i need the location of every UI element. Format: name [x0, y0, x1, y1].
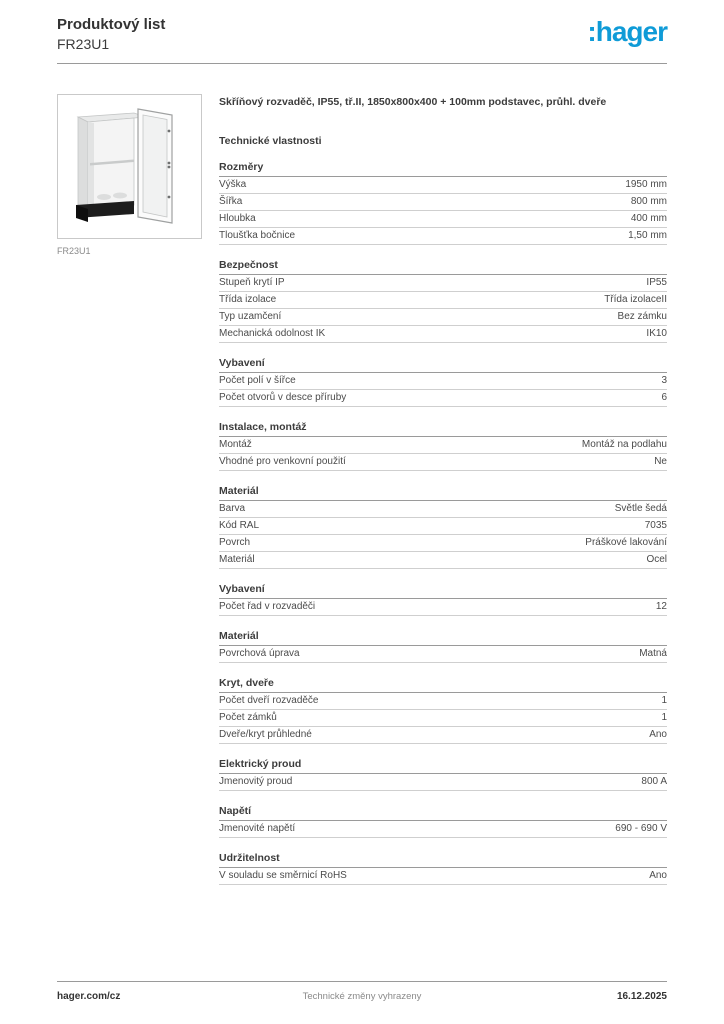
- hager-logo: :hager: [587, 16, 667, 47]
- spec-value: Matná: [639, 647, 667, 659]
- spec-label: Kód RAL: [219, 519, 260, 531]
- spec-label: Počet zámků: [219, 711, 277, 723]
- spec-value: 1: [661, 711, 667, 723]
- page-header: [57, 0, 667, 64]
- product-image: [57, 94, 202, 239]
- spec-value: 800 A: [641, 775, 667, 787]
- spec-section: [219, 852, 667, 885]
- spec-section-title: Napětí: [219, 805, 667, 821]
- spec-value: Třída izolaceII: [604, 293, 667, 305]
- spec-section-title: Vybavení: [219, 357, 667, 373]
- spec-section-title: Vybavení: [219, 583, 667, 599]
- spec-section-title: Udržitelnost: [219, 852, 667, 868]
- spec-section: [219, 677, 667, 744]
- spec-value: 1: [661, 694, 667, 706]
- spec-label: Počet dveří rozvaděče: [219, 694, 319, 706]
- spec-row: [219, 309, 667, 326]
- doc-type-title: Produktový list: [57, 16, 166, 33]
- spec-label: Třída izolace: [219, 293, 277, 305]
- spec-value: 690 - 690 V: [615, 822, 667, 834]
- spec-row: [219, 390, 667, 407]
- spec-label: Vhodné pro venkovní použití: [219, 455, 346, 467]
- footer-disclaimer: Technické změny vyhrazeny: [302, 991, 422, 1002]
- spec-row: [219, 821, 667, 838]
- spec-value: Ano: [649, 728, 667, 740]
- spec-value: 400 mm: [630, 212, 667, 224]
- spec-label: Počet otvorů v desce příruby: [219, 391, 347, 403]
- spec-value: IP55: [646, 276, 667, 288]
- spec-row: [219, 693, 667, 710]
- spec-row: [219, 437, 667, 454]
- spec-label: Šířka: [219, 195, 243, 207]
- spec-row: [219, 373, 667, 390]
- spec-label: Povrch: [219, 536, 251, 548]
- spec-label: Materiál: [219, 553, 255, 565]
- spec-value: Světle šedá: [614, 502, 667, 514]
- spec-label: Barva: [219, 502, 246, 514]
- spec-section-title: Materiál: [219, 630, 667, 646]
- spec-section-title: Elektrický proud: [219, 758, 667, 774]
- spec-section: [219, 421, 667, 471]
- spec-value: IK10: [646, 327, 667, 339]
- spec-row: [219, 275, 667, 292]
- spec-row: [219, 228, 667, 245]
- spec-section: [219, 583, 667, 616]
- spec-section-title: Rozměry: [219, 161, 667, 177]
- spec-label: Mechanická odolnost IK: [219, 327, 326, 339]
- spec-label: Počet řad v rozvaděči: [219, 600, 316, 612]
- spec-section: [219, 259, 667, 343]
- spec-row: [219, 194, 667, 211]
- tech-properties-heading: Technické vlastnosti: [219, 134, 322, 147]
- product-image-column: [57, 94, 202, 885]
- spec-label: Povrchová úprava: [219, 647, 300, 659]
- spec-value: 800 mm: [630, 195, 667, 207]
- spec-section: [219, 758, 667, 791]
- spec-value: Ne: [654, 455, 667, 467]
- spec-row: [219, 552, 667, 569]
- spec-label: Dveře/kryt průhledné: [219, 728, 312, 740]
- spec-section: [219, 485, 667, 569]
- spec-section-title: Bezpečnost: [219, 259, 667, 275]
- spec-label: Jmenovité napětí: [219, 822, 296, 834]
- spec-value: Montáž na podlahu: [581, 438, 667, 450]
- spec-row: [219, 177, 667, 194]
- spec-label: Jmenovitý proud: [219, 775, 293, 787]
- spec-row: [219, 211, 667, 228]
- page-footer: [57, 981, 667, 1002]
- spec-section-title: Materiál: [219, 485, 667, 501]
- spec-row: [219, 710, 667, 727]
- spec-row: [219, 727, 667, 744]
- spec-value: Ano: [649, 869, 667, 881]
- main-content: [57, 94, 667, 885]
- spec-sections: [219, 161, 667, 885]
- spec-row: [219, 535, 667, 552]
- footer-date: 16.12.2025: [616, 991, 667, 1002]
- spec-section-title: Instalace, montáž: [219, 421, 667, 437]
- spec-label: Počet polí v šířce: [219, 374, 296, 386]
- spec-row: [219, 292, 667, 309]
- spec-value: 6: [661, 391, 667, 403]
- product-title: Skříňový rozvaděč, IP55, tř.II, 1850x800x400 + 100mm podstavec, průhl. dveře: [219, 95, 607, 108]
- specs-column: [219, 94, 667, 885]
- footer-website: hager.com/cz: [57, 991, 121, 1002]
- spec-label: Typ uzamčení: [219, 310, 282, 322]
- spec-value: 12: [655, 600, 667, 612]
- spec-row: [219, 454, 667, 471]
- spec-row: [219, 599, 667, 616]
- spec-value: 3: [661, 374, 667, 386]
- spec-section-title: Kryt, dveře: [219, 677, 667, 693]
- spec-row: [219, 646, 667, 663]
- spec-row: [219, 774, 667, 791]
- product-code: FR23U1: [57, 35, 110, 52]
- spec-label: Hloubka: [219, 212, 256, 224]
- spec-value: Ocel: [646, 553, 667, 565]
- spec-row: [219, 501, 667, 518]
- header-titles: [57, 16, 165, 53]
- spec-row: [219, 326, 667, 343]
- spec-row: [219, 868, 667, 885]
- spec-label: Montáž: [219, 438, 252, 450]
- spec-value: 7035: [644, 519, 667, 531]
- spec-section: [219, 630, 667, 663]
- spec-label: V souladu se směrnicí RoHS: [219, 869, 347, 881]
- spec-section: [219, 357, 667, 407]
- spec-label: Výška: [219, 178, 247, 190]
- spec-value: 1,50 mm: [628, 229, 667, 241]
- spec-row: [219, 518, 667, 535]
- spec-label: Stupeň krytí IP: [219, 276, 285, 288]
- spec-value: Bez zámku: [617, 310, 667, 322]
- spec-value: Práškové lakování: [585, 536, 667, 548]
- spec-section: [219, 161, 667, 245]
- spec-label: Tloušťka bočnice: [219, 229, 296, 241]
- image-caption: FR23U1: [57, 245, 91, 256]
- cabinet-illustration: [64, 101, 195, 232]
- spec-section: [219, 805, 667, 838]
- spec-value: 1950 mm: [625, 178, 667, 190]
